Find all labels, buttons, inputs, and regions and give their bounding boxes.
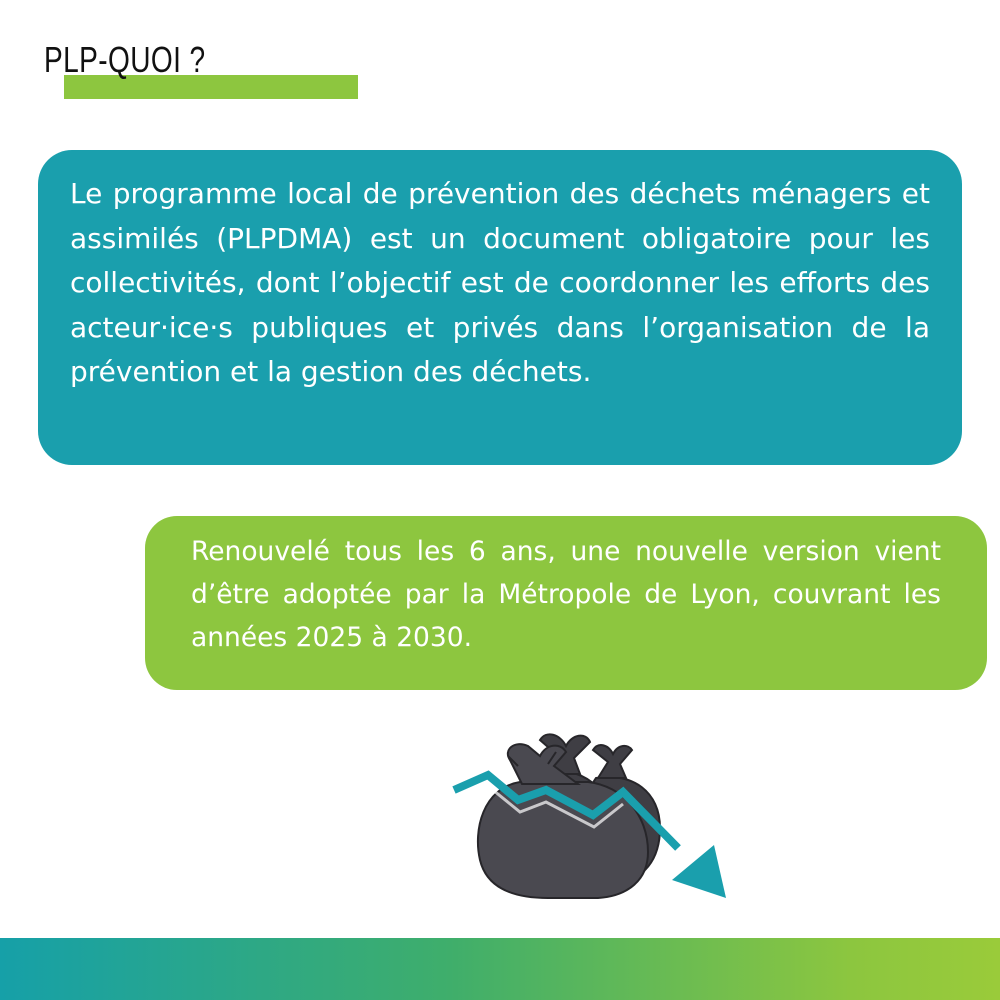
intro-text: Le programme local de prévention des déchets ménagers et assimilés (PLPDMA) est un document obligatoire pour les collectivités, dont l’objectif est de coordonner les efforts des acteur·ice·s publiques et privés dans l’organisation de la prévention et la gestion des déchets. [70,177,930,388]
intro-card [38,150,962,465]
page-title: PLP-QUOI ? [44,39,206,80]
renewal-text: Renouvelé tous les 6 ans, une nouvelle version vient d’être adoptée par la Métropole de Lyon, couvrant les années 2025 à 2030. [191,536,941,653]
trash-bags-decrease-icon [448,720,738,920]
bottom-gradient-bar [0,938,1000,1000]
renewal-card [145,516,987,690]
